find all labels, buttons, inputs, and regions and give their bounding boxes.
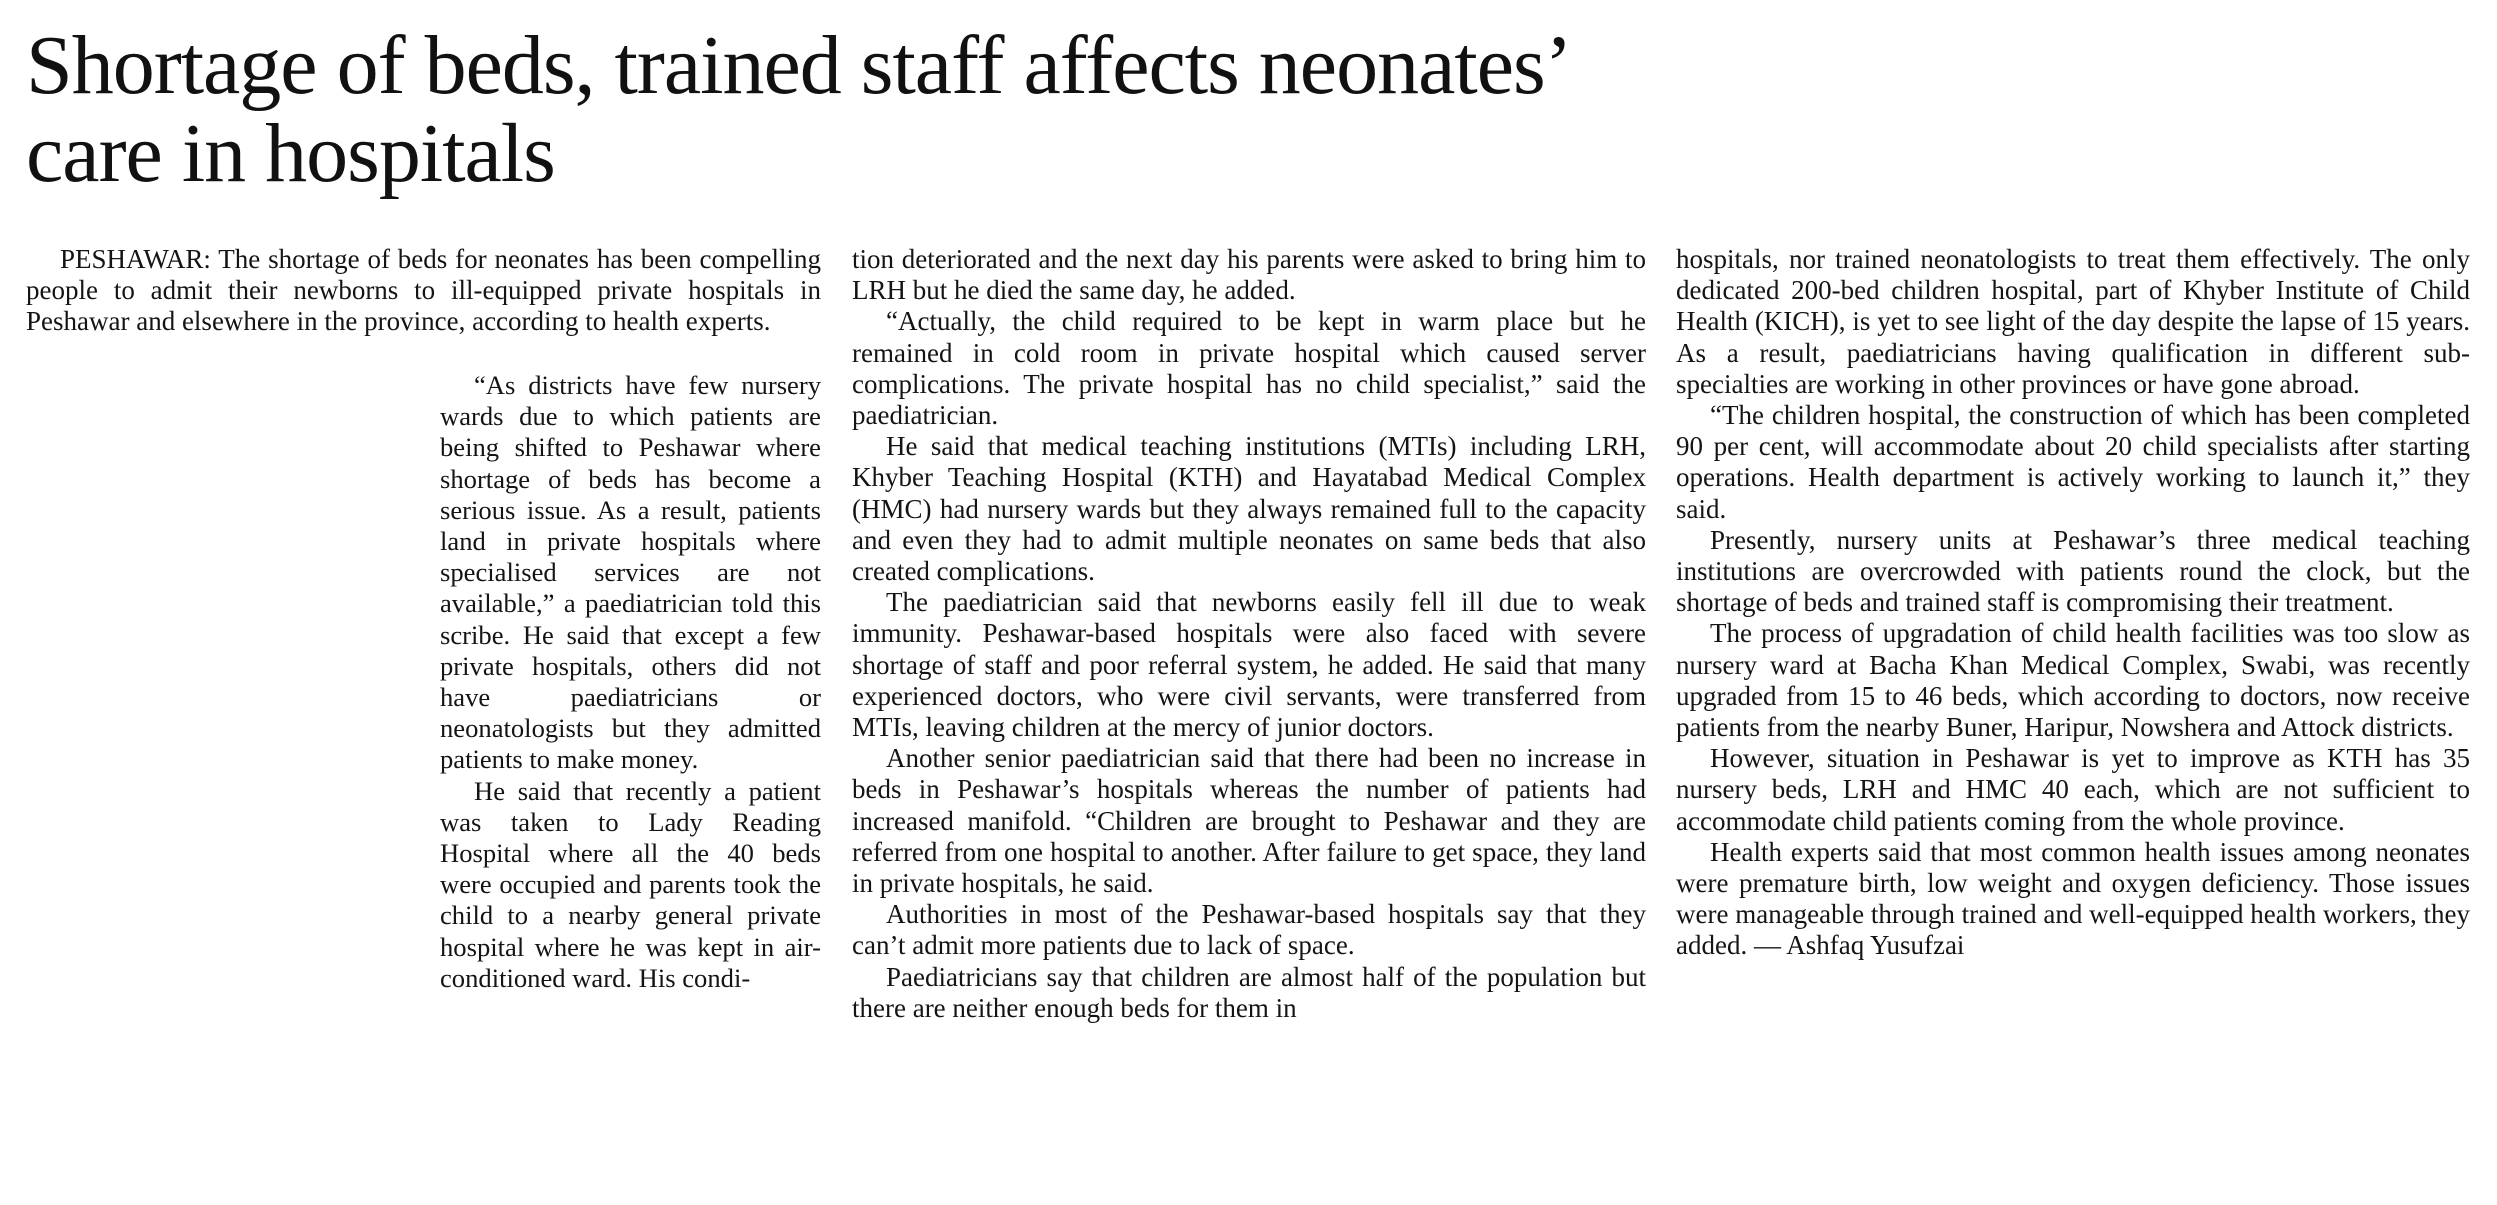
paragraph: The paediatrician said that newborns easily fell ill due to weak immunity. Peshawar-based hospitals were also faced with severe shortage of staff and poor referral system, he added. He said that many experienced doctors, who were civil servants, were transferred from MTIs, leaving children at the mercy of junior doctors.: [852, 587, 1646, 743]
paragraph: Authorities in most of the Peshawar-based hospitals say that they can’t admit more patients due to lack of space.: [852, 899, 1646, 961]
paragraph: “The children hospital, the construction of which has been completed 90 per cent, will accommodate about 20 child specialists after starting operations. Health department is actively working to launch it,” they said.: [1676, 400, 2470, 524]
paragraph: However, situation in Peshawar is yet to improve as KTH has 35 nursery beds, LRH and HMC 40 each, which are not sufficient to accommodate child patients coming from the whole province.: [1676, 743, 2470, 836]
headline: [26, 19, 2466, 200]
dateline: PESHAWAR:: [60, 244, 211, 274]
column-2: [852, 244, 1646, 1024]
paragraph: “Actually, the child required to be kept in warm place but he remained in cold room in private hospital which caused server complications. The private hospital has no child specialist,” said the paediatrician.: [852, 306, 1646, 431]
intro-text: The shortage of beds for neonates has been compelling people to admit their newborns to ill-equipped private hospitals in Peshawar and elsewhere in the province, according to health experts.: [26, 244, 821, 337]
paragraph: The process of upgradation of child health facilities was too slow as nursery ward at Bacha Khan Medical Complex, Swabi, was recently upgraded from 15 to 46 beds, which according to doctors, now receive patients from the nearby Buner, Haripur, Nowshera and Attock districts.: [1676, 618, 2470, 743]
headline-line-2: care in hospitals: [26, 107, 555, 200]
column-1: [440, 370, 821, 994]
headline-line-1: Shortage of beds, trained staff affects neonates’: [26, 19, 1572, 112]
paragraph: “As districts have few nursery wards due to which patients are being shifted to Peshawar where shortage of beds has become a serious issue. As a result, patients land in private hospitals where specialised services are not available,” a paediatrician told this scribe. He said that except a few private hospitals, others did not have paediatricians or neonatologists but they admitted patients to make money.: [440, 370, 821, 775]
paragraph: He said that medical teaching institutions (MTIs) including LRH, Khyber Teaching Hospital (KTH) and Hayatabad Medical Complex (HMC) had nursery wards but they always remained full to the capacity and even they had to admit multiple neonates on same beds that also created complications.: [852, 431, 1646, 587]
paragraph: Presently, nursery units at Peshawar’s three medical teaching institutions are overcrowded with patients round the clock, but the shortage of beds and trained staff is compromising their treatment.: [1676, 524, 2470, 618]
column-3: [1676, 244, 2470, 962]
paragraph: Paediatricians say that children are almost half of the population but there are neither enough beds for them in: [852, 961, 1646, 1023]
paragraph: He said that recently a patient was taken to Lady Reading Hospital where all the 40 beds were occupied and parents took the child to a nearby general private hospital where he was kept in air-conditioned ward. His condi-: [440, 775, 821, 993]
paragraph-continuation: tion deteriorated and the next day his parents were asked to bring him to LRH but he died the same day, he added.: [852, 244, 1646, 306]
paragraph: Health experts said that most common health issues among neonates were premature birth, low weight and oxygen deficiency. Those issues were manageable through trained and well-equipped health workers, they added. — Ashfaq Yusufzai: [1676, 836, 2470, 961]
paragraph-continuation: hospitals, nor trained neonatologists to treat them effectively. The only dedicated 200-bed children hospital, part of Khyber Institute of Child Health (KICH), is yet to see light of the day despite the lapse of 15 years. As a result, paediatricians having qualification in different sub-specialties are working in other provinces or have gone abroad.: [1676, 244, 2470, 399]
intro-paragraph: [26, 244, 821, 338]
paragraph: Another senior paediatrician said that there had been no increase in beds in Peshawar’s hospitals whereas the number of patients had increased manifold. “Children are brought to Peshawar and they are referred from one hospital to another. After failure to get space, they land in private hospitals, he said.: [852, 743, 1646, 899]
